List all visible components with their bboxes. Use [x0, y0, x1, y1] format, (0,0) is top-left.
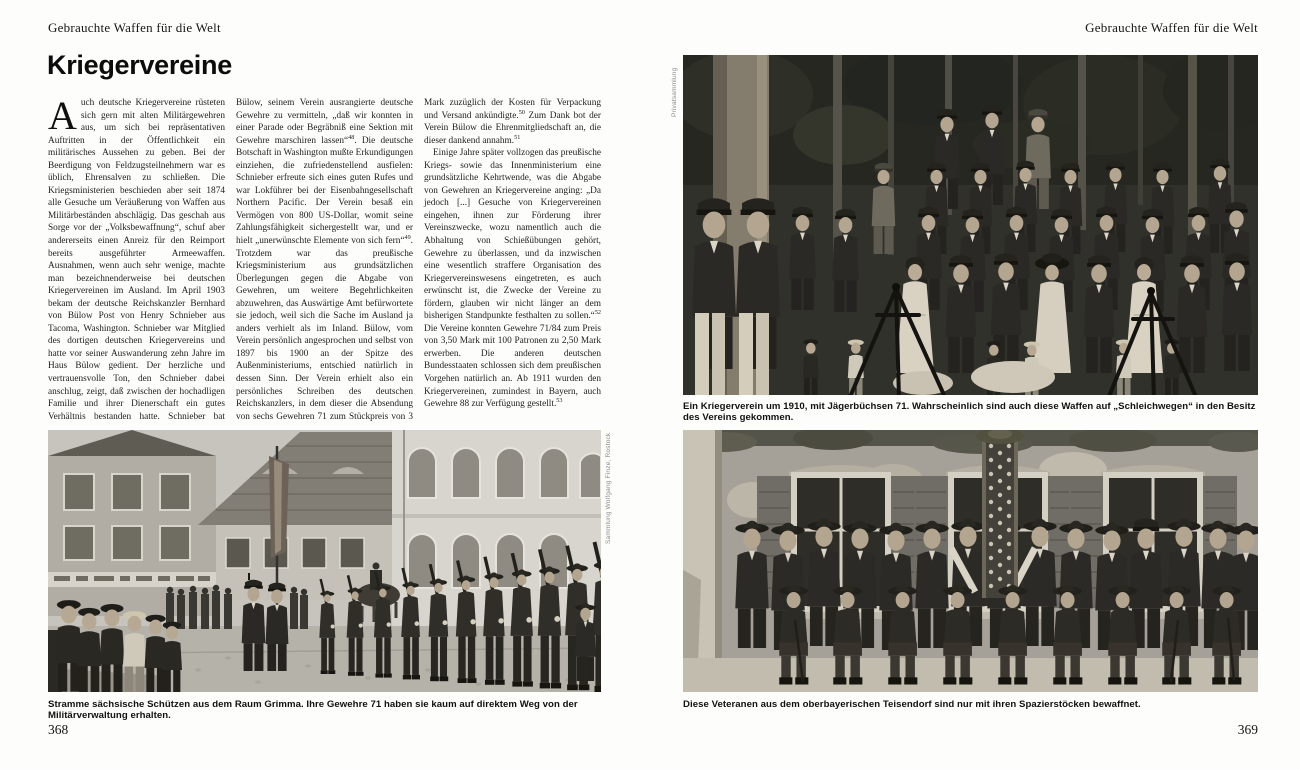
drop-cap: A [48, 93, 77, 138]
article-segment: . Die deutsche Botschaft in Washington mußte Erkundigungen einziehen, die zufriedenstellend ausfielen: Schnieber erfreute sich eines guten Rufes und war Lokführer bei der Eisenbahngesellschaft Northern Pacific. Der Verein besaß ein Vermögen von 800 US-Dollar, womit seine Zahlungsfähigkeit sichergestellt war, und er hielt „unerwünschte Elemente von sich fern“ [236, 135, 413, 247]
footnote-marker: 49 [404, 233, 411, 241]
chapter-title: Kriegervereine [47, 50, 232, 80]
article-segment: Einige Jahre später vollzogen das preußische Kriegs- sowie das Innenministerium eine grundsätzliche Kehrtwende, was die Abgabe von Gewehren an Kriegervereine anging: „Da jedoch [...] Gesuche von Kriegervereinen eingehen, ihnen zur Förderung ihrer Vereinszwecke, wozu namentlich auch die Abhaltung von Schießübungen gehört, Gewehre zu überlassen, und da inzwischen eine wesentlich straffere Organisation des Kriegervereinswesens eingetreten, es auch erwünscht ist, die Zwecke der Vereine zu fördern, glauben wir nicht länger an dem bisherigen Standpunkte festhalten zu sollen.“ [424, 148, 601, 322]
kriegerverein-photo [683, 55, 1258, 395]
footnote-marker: 51 [514, 133, 521, 141]
footnote-marker: 50 [518, 108, 525, 116]
veteranen-photo [683, 430, 1258, 692]
veteranen-photo-caption: Diese Veteranen aus dem oberbayerischen Teisendorf sind nur mit ihren Spazierstöcken bewaffnet. [683, 699, 1141, 710]
schuetzen-photo-caption: Stramme sächsische Schützen aus dem Raum Grimma. Ihre Gewehre 71 haben sie kaum auf direktem Weg von der Militärverwaltung erhalten. [48, 699, 578, 721]
running-head-right: Gebrauchte Waffen für die Welt [1085, 20, 1258, 35]
page-number-right: 369 [1237, 722, 1258, 737]
article-text [48, 93, 601, 423]
schuetzen-photo-illustration [48, 430, 601, 692]
article-segment: . Trotzdem war das preußische Kriegsministerium aus grundsätzlichen Überlegungen gegen die Abgabe von Gewehren, um weitere Begehrlichkeiten abzuwehren, das Auswärtige Amt befürwortete sie jedoch, weil sich die Sache im Ausland ja anders verhielt als im Inland. Bülow, vom Verein persönlich angesprochen und selbst von 1897 bis 1900 an der Spitze des Außenministeriums, entschied natürlich in dessen Sinn. Der Verein erhielt also ein persönliches Schreiben des deutschen Reichskanzlers, in dem dieser die Absendung von sechs Gewehren 71 zum Stückpreis von 3 Mark zuzüglich der Kosten für Verpackung und Versand ankündigte. [236, 98, 601, 422]
article-segment: uch deutsche Kriegervereine rüsteten sich gern mit alten Militärgewehren aus, um sich bei repräsentativen Auftritten in der Öffentlichkeit ein militärisches Aussehen zu geben. Bei der Beerdigung von Feldzugsteilnehmern war es üblich, Ehrensalven zu schließen. Die Kriegsministerien beschieden aber seit 1874 alle Gesuche um Veräußerung von Waffen aus Militärbeständen abschlägig. Das geschah aus Sorge vor der „Volksbewaffnung“, schuf aber andererseits einen Anreiz für den Reimport bereits ausgeführter Armeewaffen. Ausnahmen, wenn auch sehr wenige, machte man bezeichnenderweise bei deutschen Kriegervereinen im Ausland. Im April 1903 bekam der deutsche Reichskanzler Bernhard von Bülow Post von Henry Schnieber aus Tacoma, Washington. Schnieber war Mitglied des dortigen deutschen Kriegervereins und hatte vor seiner Auswanderung zehn Jahre im Haus Bülow gedient. Der herzliche und vertrauensvolle Ton, den Schnieber dabei anschlug, zeigt, daß zwischen der hochadligen Familie und ihrer Dienerschaft ein gutes Verhältnis bestanden hatte. Schnieber bat Bülow, seinem Verein ausrangierte deutsche Gewehre zu vermitteln, „daß wir konnten in einer Parade oder Begräbniß eine Sektion mit Gewehre marschiren lassen“ [48, 98, 413, 422]
schuetzen-photo [48, 430, 601, 692]
club-banner [976, 430, 1024, 598]
footnote-marker: 53 [556, 397, 563, 405]
kriegerverein-photo-credit: Privatsammlung [671, 67, 678, 117]
footnote-marker: 52 [594, 309, 601, 317]
article-segment: Die Vereine konnten Gewehre 71/84 zum Preis von 3,50 Mark mit 100 Patronen zu 2,50 Mark erwerben. Die anderen deutschen Bundesstaaten schlossen sich dem preußischen Vorgehen natürlich an. Ab 1911 wurden den Kriegervereinen, zumindest in Bayern, auch Gewehre 88 zur Verfügung gestellt. [424, 323, 601, 410]
article-paragraph [424, 147, 601, 410]
footnote-marker: 48 [348, 133, 355, 141]
veteranen-photo-illustration [683, 430, 1258, 692]
page-number-left: 368 [48, 722, 69, 737]
kriegerverein-photo-caption: Ein Kriegerverein um 1910, mit Jägerbüchsen 71. Wahrscheinlich sind auch diese Waffen auf „Schleichwegen“ in den Besitz des Vereins gekommen. [683, 401, 1256, 423]
article-segment: Zum Dank bot der Verein Bülow die Ehrenmitgliedschaft an, die dieser dankend annahm. [424, 110, 601, 146]
running-head-left: Gebrauchte Waffen für die Welt [48, 20, 221, 35]
kriegerverein-photo-illustration [683, 55, 1258, 395]
schuetzen-photo-credit: Sammlung Wolfgang Finze, Rostock [605, 432, 612, 544]
